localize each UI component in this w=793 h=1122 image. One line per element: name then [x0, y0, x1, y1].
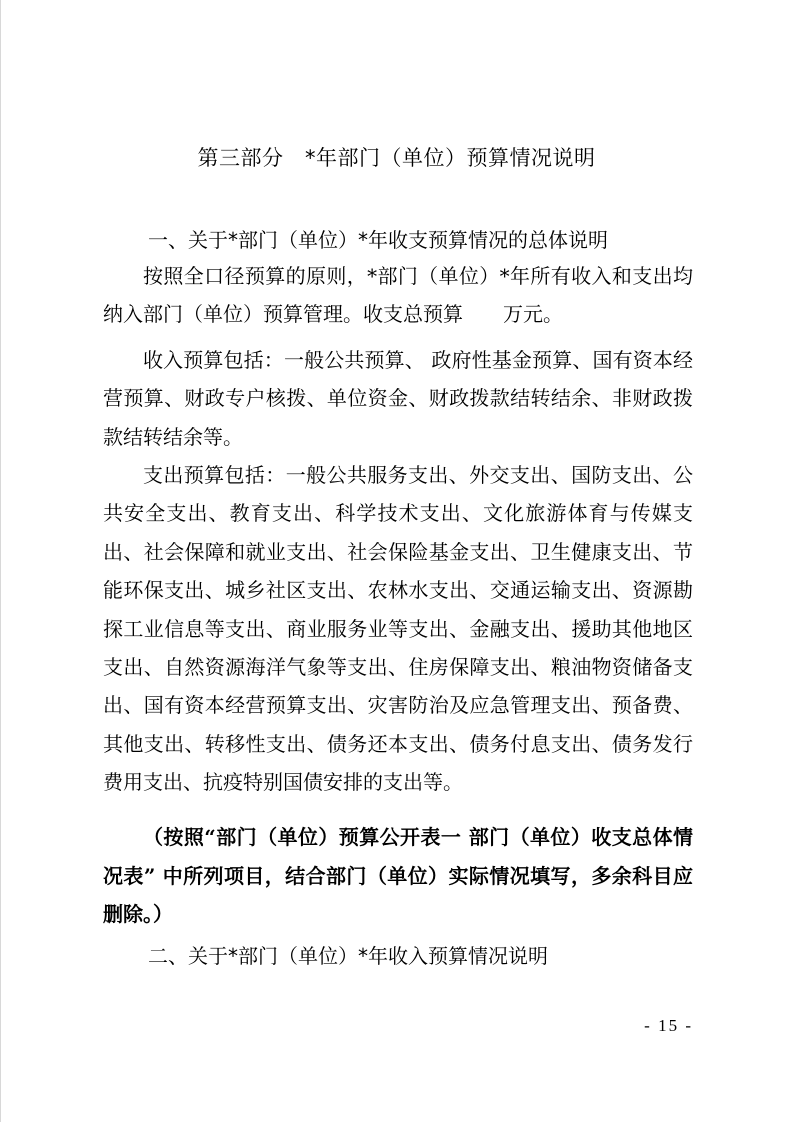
- section-1-paragraph-3: 支出预算包括：一般公共服务支出、外交支出、国防支出、公共安全支出、教育支出、科学技术支出、文化旅游体育与传媒支出、社会保障和就业支出、社会保险基金支出、卫生健康支出、节能环保支出、城乡社区支出、农林水支出、交通运输支出、资源勘探工业信息等支出、商业服务业等支出、金融支出、援助其他地区支出、自然资源海洋气象等支出、住房保障支出、粮油物资储备支出、国有资本经营预算支出、灾害防治及应急管理支出、预备费、其他支出、转移性支出、债务还本支出、债务付息支出、债务发行费用支出、抗疫特别国债安排的支出等。: [103, 463, 693, 795]
- page-title: 第三部分 *年部门（单位）预算情况说明: [197, 146, 596, 170]
- section-1-paragraph-2: 收入预算包括：一般公共预算、 政府性基金预算、国有资本经营预算、财政专户核拨、单位资金、财政拨款结转结余、非财政拨款结转结余等。: [103, 348, 693, 449]
- section-1-paragraph-1: 按照全口径预算的原则，*部门（单位）*年所有收入和支出均纳入部门（单位）预算管理。收支总预算 万元。: [103, 264, 693, 327]
- section-1-note: （按照“部门（单位）预算公开表一 部门（单位）收支总体情况表” 中所列项目，结合部门（单位）实际情况填写，多余科目应删除。）: [103, 825, 693, 926]
- section-1-heading: 一、关于*部门（单位）*年收支预算情况的总体说明: [148, 228, 608, 252]
- page-number: - 15 -: [644, 1016, 693, 1035]
- section-2-heading: 二、关于*部门（单位）*年收入预算情况说明: [148, 944, 548, 968]
